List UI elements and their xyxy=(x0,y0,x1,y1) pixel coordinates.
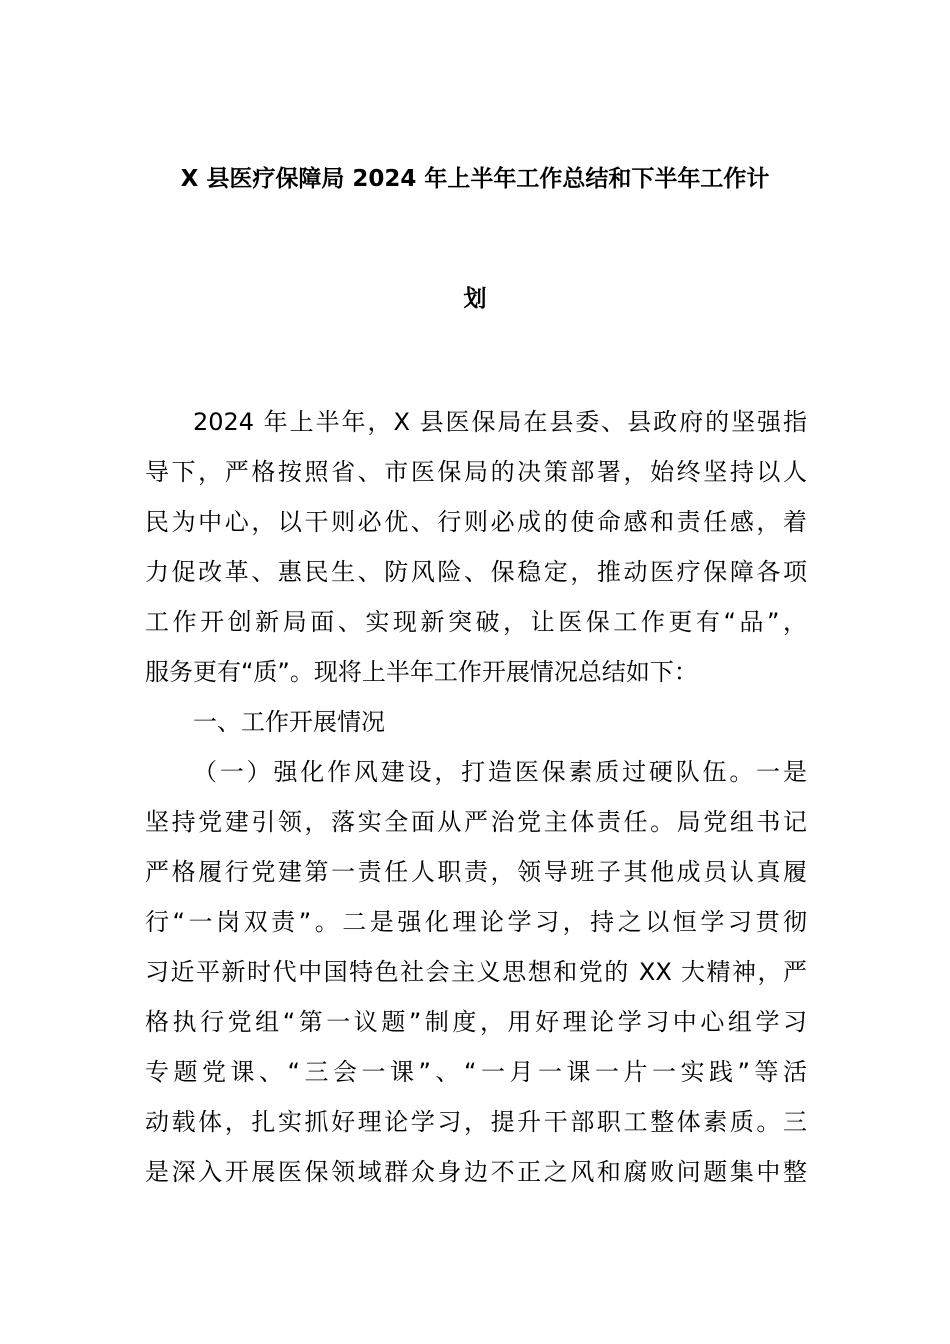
section-heading: 一、工作开展情况 xyxy=(193,708,385,736)
paragraph-line: 严格履行党建第一责任人职责，领导班子其他成员认真履 xyxy=(145,858,807,886)
paragraph-line: 导下，严格按照省、市医保局的决策部署，始终坚持以人 xyxy=(145,458,807,486)
paragraph-line: 服务更有“质”。现将上半年工作开展情况总结如下： xyxy=(145,658,698,686)
paragraph-line: 习近平新时代中国特色社会主义思想和党的 XX 大精神，严 xyxy=(145,958,807,986)
paragraph-line: 格执行党组“第一议题”制度，用好理论学习中心组学习 xyxy=(145,1008,807,1036)
paragraph-line: 力促改革、惠民生、防风险、保稳定，推动医疗保障各项 xyxy=(145,558,807,586)
paragraph-line: 动载体，扎实抓好理论学习，提升干部职工整体素质。三 xyxy=(145,1108,807,1136)
document-body xyxy=(145,402,807,1202)
paragraph-line: 行“一岗双责”。二是强化理论学习，持之以恒学习贯彻 xyxy=(145,908,807,936)
paragraph-line: 2024 年上半年，X 县医保局在县委、县政府的坚强指 xyxy=(193,408,807,436)
paragraph-line: 工作开创新局面、实现新突破，让医保工作更有“品”， xyxy=(145,608,807,636)
paragraph-line: 民为中心，以干则必优、行则必成的使命感和责任感，着 xyxy=(145,508,807,536)
document-title-line-1: X 县医疗保障局 2024 年上半年工作总结和下半年工作计 xyxy=(180,166,770,192)
paragraph-line: （一）强化作风建设，打造医保素质过硬队伍。一是 xyxy=(193,758,807,786)
paragraph-line: 是深入开展医保领域群众身边不正之风和腐败问题集中整 xyxy=(145,1158,807,1186)
document-title-line-2: 划 xyxy=(463,286,487,312)
paragraph-line: 坚持党建引领，落实全面从严治党主体责任。局党组书记 xyxy=(145,808,807,836)
paragraph-line: 专题党课、“三会一课”、“一月一课一片一实践”等活 xyxy=(145,1058,807,1086)
